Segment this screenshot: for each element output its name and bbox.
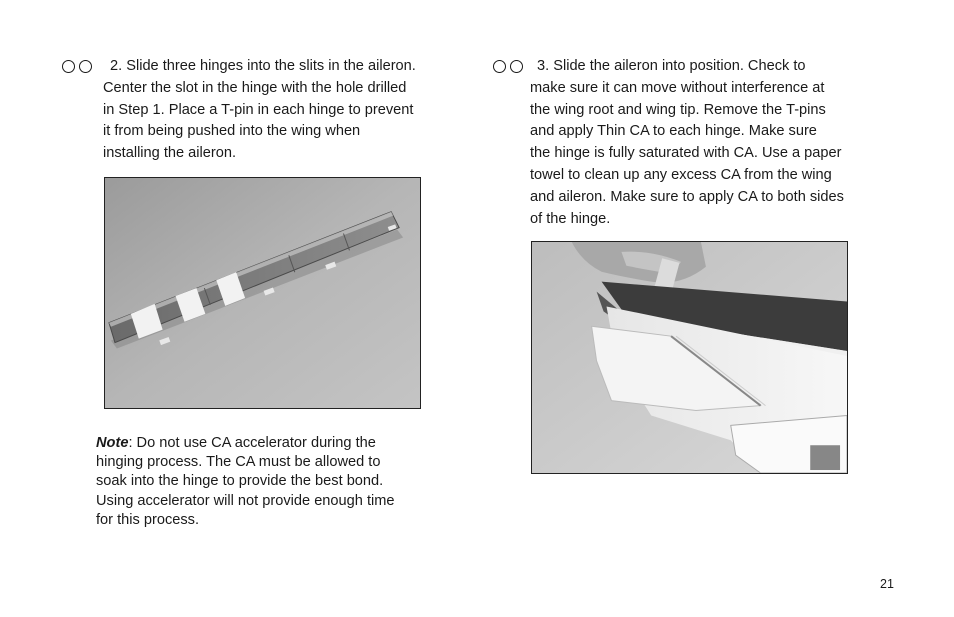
note-label: Note (96, 435, 129, 451)
note-first-line (96, 434, 436, 453)
step-3-line: towel to clean up any excess CA from the wing (530, 166, 832, 183)
step-3-line: and aileron. Make sure to apply CA to both sides (530, 188, 844, 205)
step-3 (493, 56, 873, 230)
note-line: hinging process. The CA must be allowed to (96, 454, 381, 471)
step-3-line: make sure it can move without interference at (530, 79, 825, 96)
step-2-line: Center the slot in the hinge with the hole drilled (103, 79, 407, 96)
step-2-line: it from being pushed into the wing when (103, 123, 361, 140)
step-3-line: 3. Slide the aileron into position. Check to (537, 58, 806, 74)
note-line: soak into the hinge to provide the best bond. (96, 473, 384, 490)
apply-ca-photo (531, 241, 848, 474)
note-line: for this process. (96, 511, 200, 528)
page-number: 21 (880, 577, 894, 591)
aileron-hinges-photo (104, 177, 421, 409)
step-2-line: installing the aileron. (103, 145, 237, 162)
step-3-line: of the hinge. (530, 210, 611, 227)
note-paragraph (96, 434, 436, 530)
step-2-line: 2. Slide three hinges into the slits in the aileron. (110, 58, 416, 74)
step-2-line: in Step 1. Place a T-pin in each hinge to prevent (103, 101, 414, 118)
note-line: Using accelerator will not provide enough time (96, 492, 395, 509)
step-3-line: the wing root and wing tip. Remove the T-pins (530, 101, 826, 118)
step-2 (62, 56, 442, 165)
step-3-line: the hinge is fully saturated with CA. Use a paper (530, 145, 842, 162)
step-3-line: and apply Thin CA to each hinge. Make sure (530, 123, 817, 140)
note-text: : Do not use CA accelerator during the (128, 435, 376, 451)
